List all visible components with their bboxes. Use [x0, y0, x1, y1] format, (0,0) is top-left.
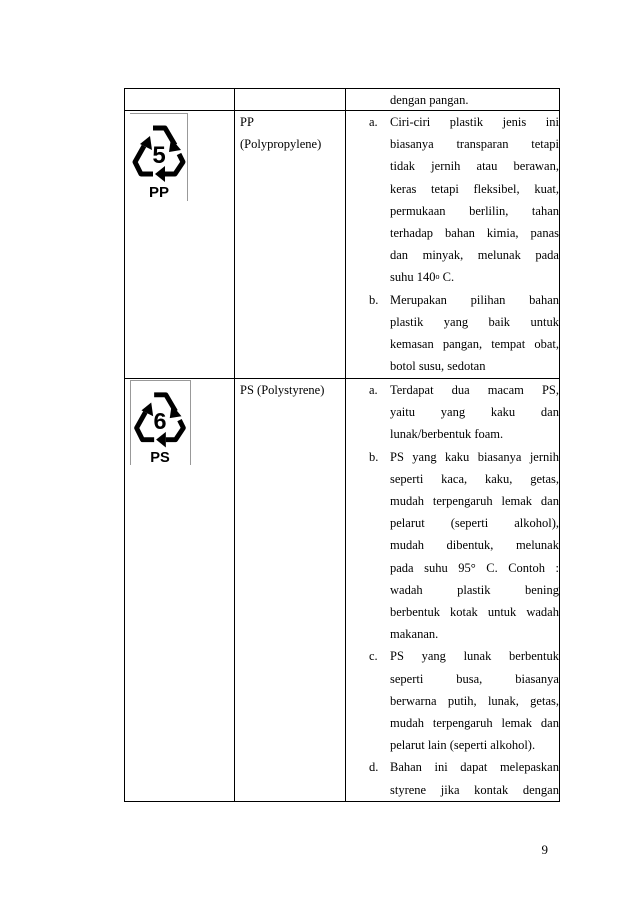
text-line: tidak jernih atau berawan,	[390, 159, 559, 174]
list-marker: a.	[369, 115, 378, 129]
text-line: seperti busa, biasanya	[390, 671, 559, 686]
text-line: wadah plastik bening	[390, 582, 559, 597]
recycle-number: 6	[153, 407, 167, 434]
text-line: pada suhu 95° C. Contoh :	[390, 560, 559, 575]
text-line: dan minyak, melunak pada	[390, 248, 559, 263]
column-divider	[234, 88, 235, 802]
text-segment: botol susu, sedotan	[390, 359, 486, 374]
text-line: kemasan pangan, tempat obat,	[390, 336, 559, 351]
text-line: Bahan ini dapat melepaskan	[390, 760, 559, 775]
text-line: mudah dibentuk, melunak	[390, 538, 559, 553]
recycle-number: 5	[152, 142, 166, 169]
text-line: berwarna putih, lunak, getas,	[390, 693, 559, 708]
text-line-last	[390, 355, 559, 377]
list-item-text	[390, 111, 559, 289]
text-line: seperti kaca, kaku, getas,	[390, 471, 559, 486]
text-segment: lunak/berbentuk foam.	[390, 427, 504, 442]
resin-code: PS	[150, 450, 170, 465]
list-marker: b.	[369, 292, 379, 307]
table-border-top	[124, 88, 560, 89]
text-line: PS yang lunak berbentuk	[390, 649, 559, 664]
text-line: mudah terpengaruh lemak dan	[390, 715, 559, 730]
list-marker: d.	[369, 760, 379, 775]
text-line-last	[390, 734, 559, 756]
material-name-line: PS (Polystyrene)	[240, 383, 325, 397]
text-line: berbentuk kotak untuk wadah	[390, 604, 559, 619]
text-line: yaitu yang kaku dan	[390, 405, 559, 420]
logo-frame-line	[190, 380, 191, 465]
continuation-text: dengan pangan.	[390, 93, 469, 107]
list-item-text	[390, 446, 559, 646]
recycle-triangle-6-icon	[131, 385, 189, 465]
list-marker: b.	[369, 449, 379, 464]
superscript-degree: o	[435, 272, 440, 282]
text-segment: C.	[439, 270, 455, 285]
material-name-line: PP	[240, 115, 254, 129]
recycle-triangle-5-icon	[131, 118, 187, 200]
table-border-left	[124, 88, 125, 802]
text-line: Terdapat dua macam PS,	[390, 383, 559, 397]
text-line: mudah terpengaruh lemak dan	[390, 493, 559, 508]
list-item-text	[390, 756, 559, 800]
text-line-last	[390, 266, 559, 288]
column-divider	[345, 88, 346, 802]
text-segment: suhu 140	[390, 270, 436, 285]
list-item-text	[390, 379, 559, 446]
logo-frame-line	[187, 113, 188, 201]
list-item-text	[390, 289, 559, 378]
list-item-text	[390, 645, 559, 756]
text-line: Merupakan pilihan bahan	[390, 292, 559, 307]
text-line: pelarut (seperti alkohol),	[390, 516, 559, 531]
logo-frame-line	[130, 113, 187, 114]
logo-frame-line	[130, 380, 190, 381]
text-line: PS yang kaku biasanya jernih	[390, 449, 559, 464]
material-name-line: (Polypropylene)	[240, 137, 322, 151]
text-line: permukaan berlilin, tahan	[390, 203, 559, 218]
text-line: keras tetapi fleksibel, kuat,	[390, 181, 559, 196]
text-line: Ciri-ciri plastik jenis ini	[390, 115, 559, 129]
recycle-6-ps-logo	[131, 385, 189, 465]
list-marker: a.	[369, 383, 378, 397]
page-number: 9	[541, 842, 548, 857]
text-line: styrene jika kontak dengan	[390, 782, 559, 797]
text-segment: makanan.	[390, 627, 439, 642]
list-marker: c.	[369, 649, 378, 664]
table-border-bottom	[124, 801, 560, 802]
text-line: biasanya transparan tetapi	[390, 137, 559, 152]
text-segment: pelarut lain (seperti alkohol).	[390, 738, 536, 753]
table-border-right	[559, 88, 560, 802]
recycle-5-pp-logo	[131, 118, 187, 200]
resin-code: PP	[148, 184, 170, 200]
text-line: plastik yang baik untuk	[390, 314, 559, 329]
text-line-last	[390, 423, 559, 445]
text-line: terhadap bahan kimia, panas	[390, 225, 559, 240]
text-line-last	[390, 623, 559, 645]
